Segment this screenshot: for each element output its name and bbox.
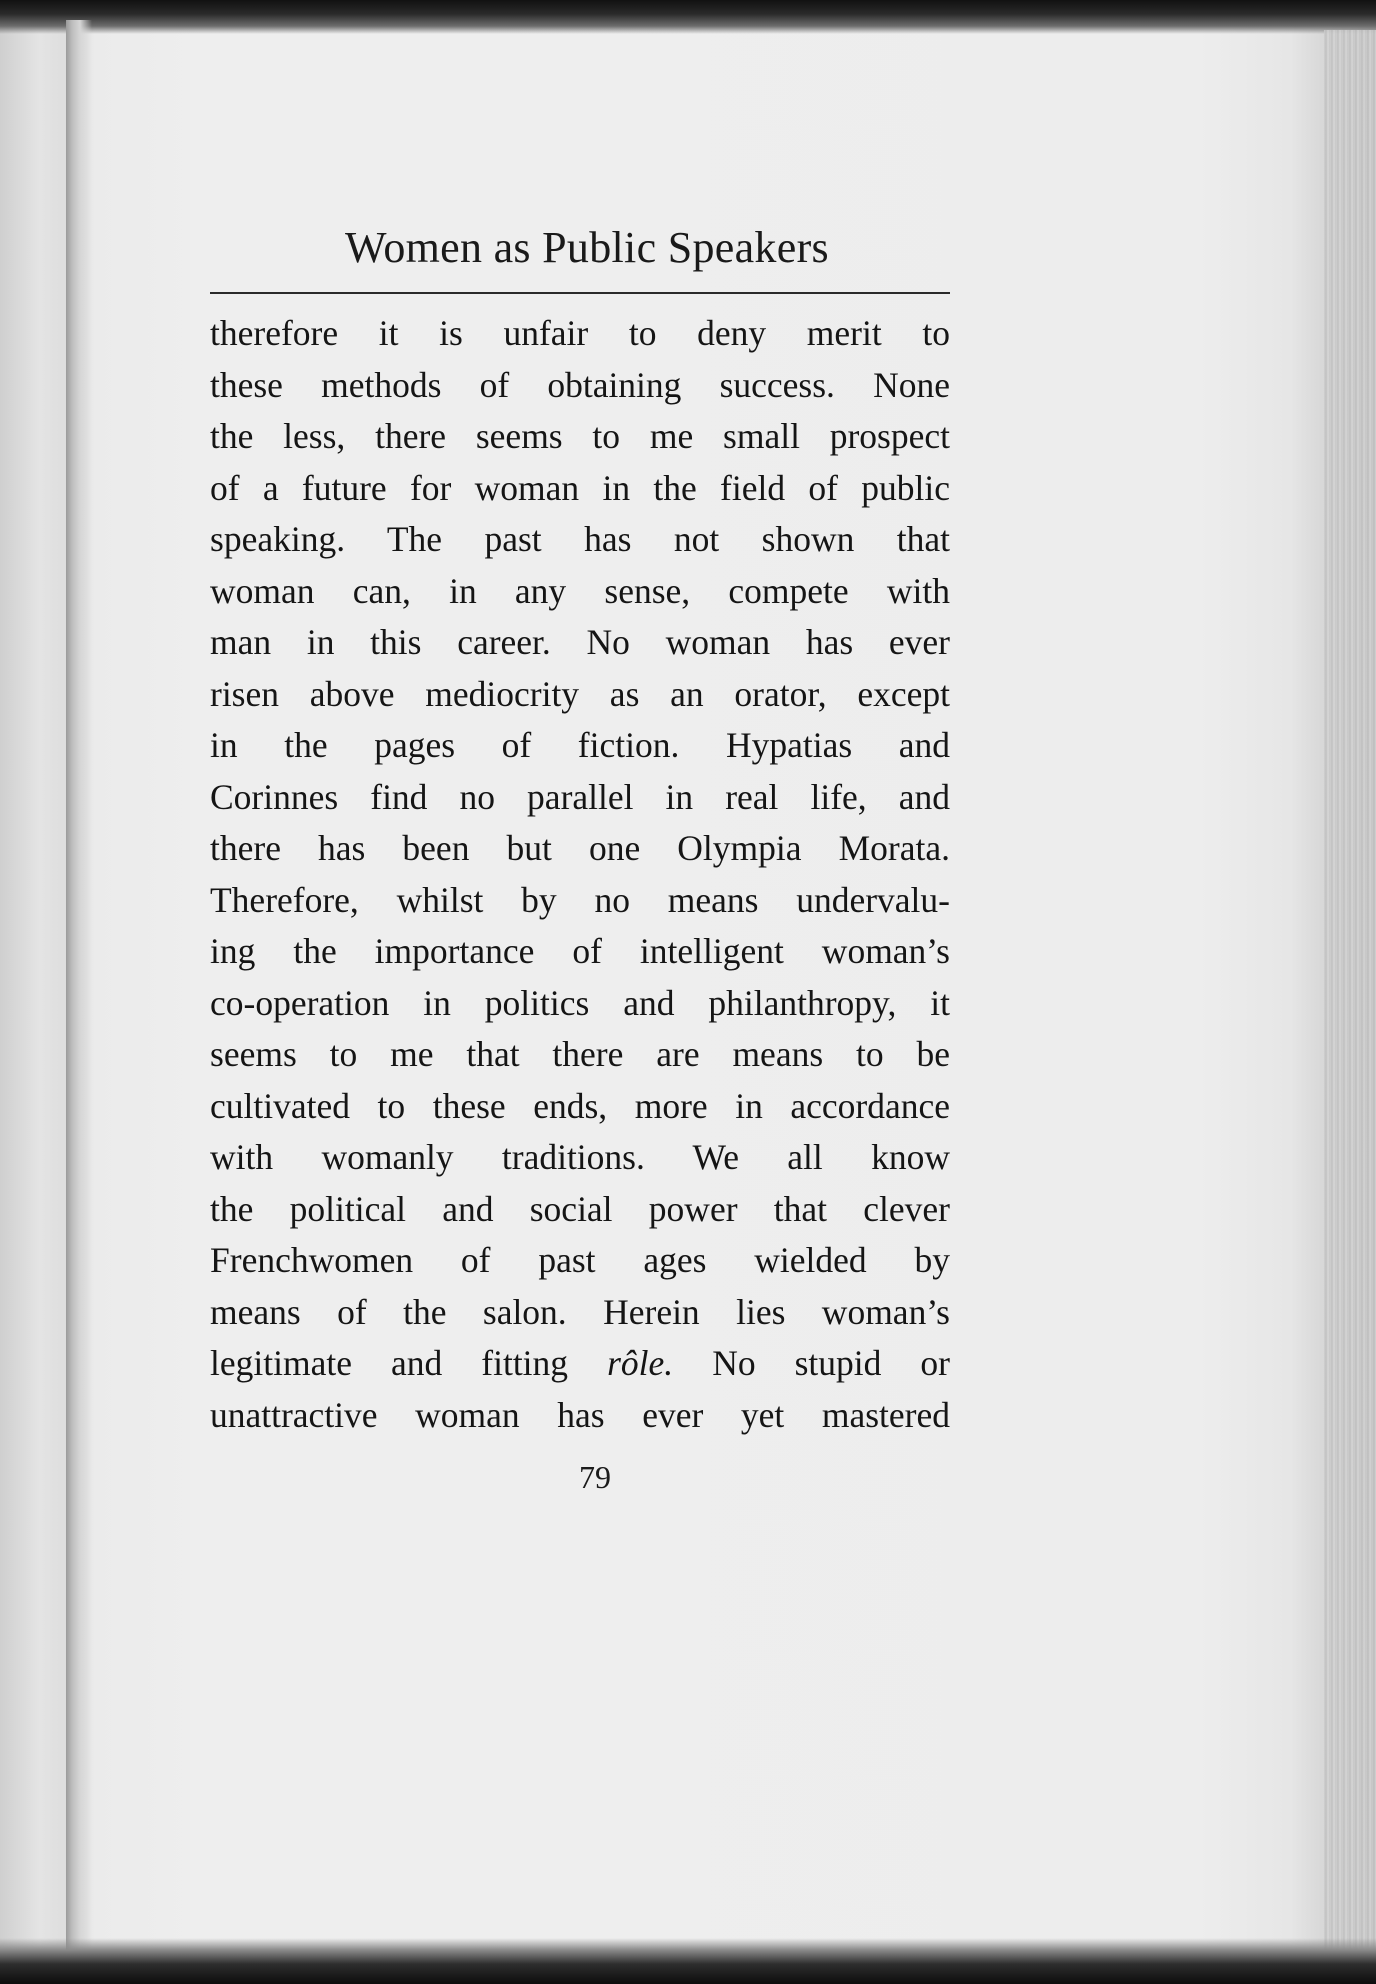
top-shadow	[0, 0, 1376, 34]
text-line: therefore it is unfair to deny merit to	[210, 313, 950, 353]
text-line: Frenchwomen of past ages wielded by	[210, 1240, 950, 1280]
italic-word: rôle.	[607, 1343, 674, 1383]
text-line: there has been but one Olympia Morata.	[210, 828, 950, 868]
page-content	[210, 223, 951, 1496]
head-rule	[210, 292, 950, 294]
text-line: woman can, in any sense, compete with	[210, 570, 950, 611]
text-line: seems to me that there are means to be	[210, 1034, 950, 1074]
text-line: these methods of obtaining success. None	[210, 364, 950, 405]
page-edges	[1324, 30, 1376, 1984]
running-head: Women as Public Speakers	[345, 223, 829, 272]
text-line: the political and social power that clever	[210, 1188, 950, 1229]
text-run: No stupid or	[673, 1343, 951, 1383]
body-text	[210, 308, 950, 1441]
text-line: ing the importance of intelligent woman’s	[210, 931, 950, 971]
text-line: co-operation in politics and philanthropy, it	[210, 982, 950, 1023]
text-line: in the pages of fiction. Hypatias and	[210, 725, 950, 765]
text-line: the less, there seems to me small prospect	[210, 416, 950, 456]
bottom-shadow	[0, 1938, 1376, 1984]
text-run: legitimate and fitting	[210, 1343, 608, 1383]
book-gutter	[66, 20, 92, 1950]
text-line: Therefore, whilst by no means undervalu-	[210, 879, 950, 920]
page-number: 79	[579, 1459, 611, 1495]
text-line: risen above mediocrity as an orator, except	[210, 673, 950, 714]
text-line: unattractive woman has ever yet mastered	[210, 1394, 950, 1435]
text-line: Corinnes find no parallel in real life, and	[210, 776, 950, 817]
text-line-with-italic	[210, 1338, 950, 1390]
text-line: speaking. The past has not shown that	[210, 519, 950, 559]
text-line: man in this career. No woman has ever	[210, 622, 950, 662]
text-line: means of the salon. Herein lies woman’s	[210, 1291, 950, 1332]
text-line: of a future for woman in the field of public	[210, 467, 950, 508]
text-line: cultivated to these ends, more in accordance	[210, 1085, 950, 1126]
text-line: with womanly traditions. We all know	[210, 1137, 950, 1177]
